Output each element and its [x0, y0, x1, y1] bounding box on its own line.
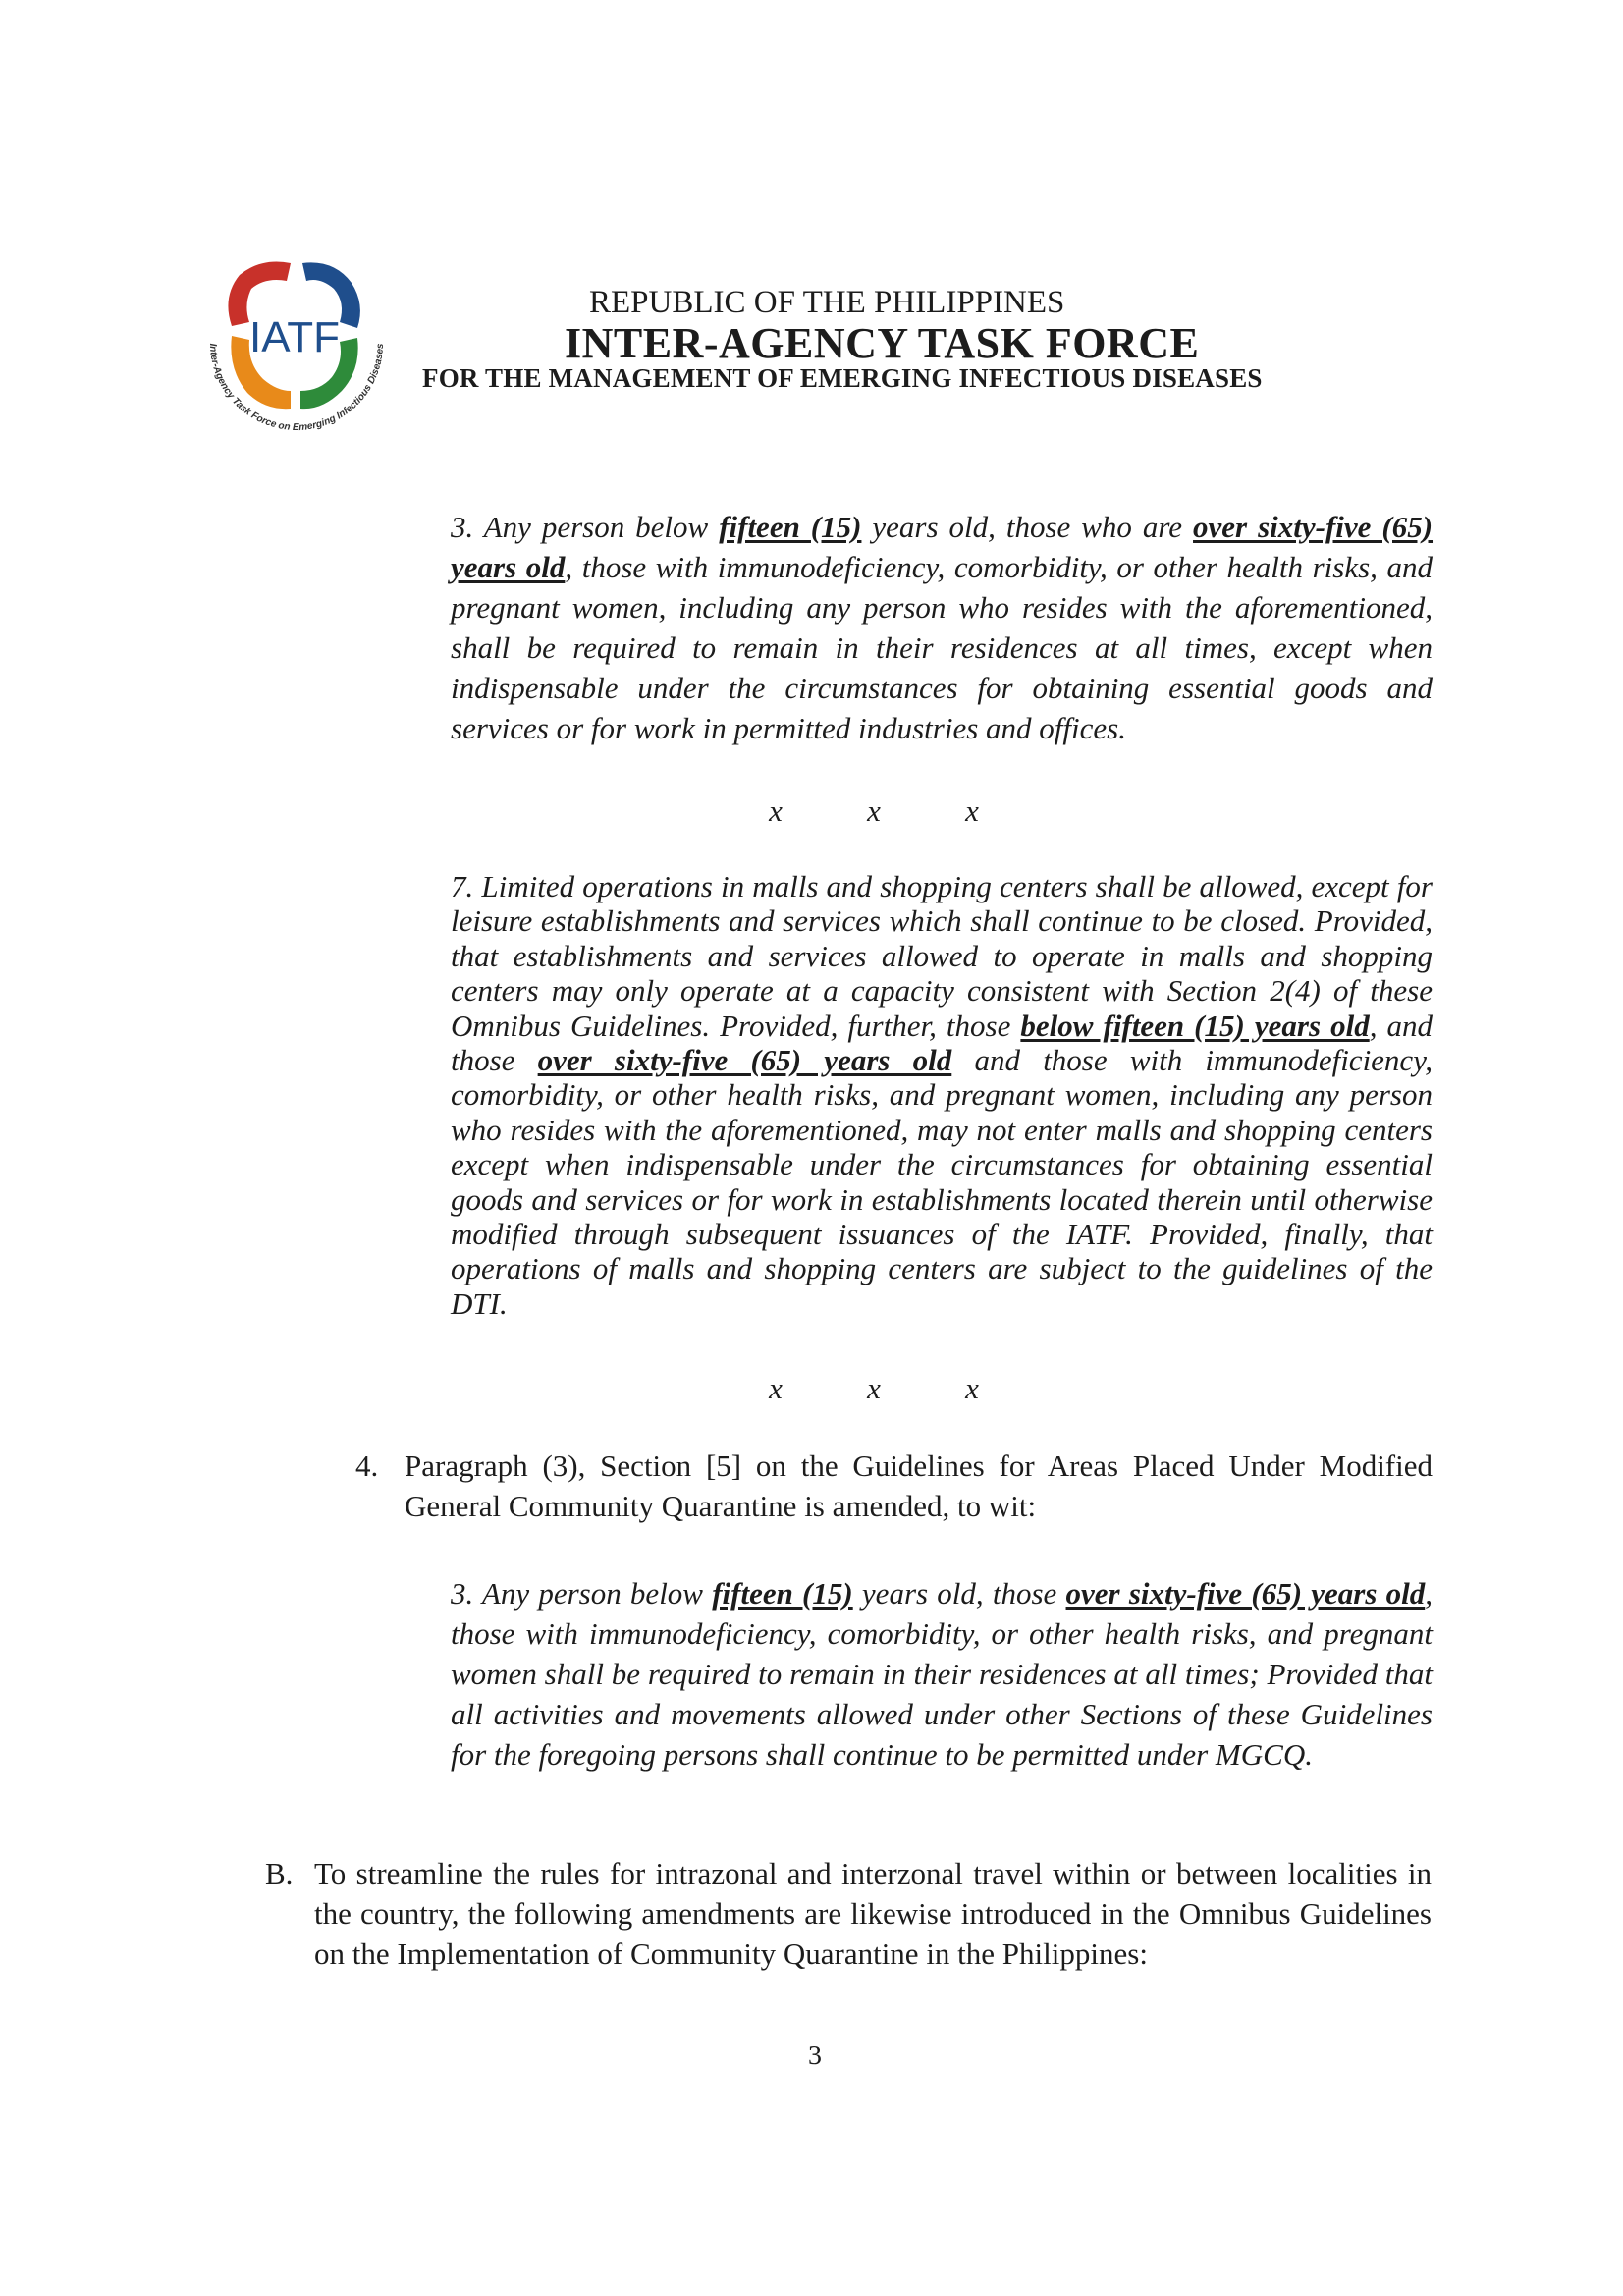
- underlined-term: over sixty-five (65) years old: [537, 1043, 952, 1078]
- underlined-term: below fifteen (15) years old: [1020, 1008, 1370, 1043]
- header-republic: REPUBLIC OF THE PHILIPPINES: [589, 285, 1065, 320]
- paragraph-text: Paragraph (3), Section [5] on the Guidelines for Areas Placed Under Modified General Community Quarantine is amended, to wit:: [405, 1449, 1433, 1523]
- page-number: 3: [808, 2041, 822, 2071]
- paragraph-letter: B.: [265, 1856, 294, 1890]
- header-agency-name: INTER-AGENCY TASK FORCE: [565, 319, 1200, 367]
- omission-separator: x x x: [769, 793, 979, 828]
- paragraph-number: 4.: [355, 1449, 379, 1483]
- header-agency-fullname: FOR THE MANAGEMENT OF EMERGING INFECTIOUS DISEASES: [422, 363, 1263, 393]
- quoted-provision-3-ecq: 3. Any person below fifteen (15) years old, those who are over sixty-five (65) years old, those with immunodeficiency, comorbidity, or other health risks, and pregnant women, including any person who resides with the aforementioned, shall be required to remain in their residences at all times, except when indispensable under the circumstances for obtaining essential goods and services or for work in permitted industries and offices.: [451, 510, 1434, 745]
- underlined-term: fifteen (15): [719, 510, 862, 544]
- logo-ring-text: Inter-Agency Task Force on Emerging Infectious Diseases: [206, 343, 387, 434]
- omission-separator: x x x: [769, 1371, 979, 1405]
- iatf-logo: [192, 253, 399, 450]
- logo-text: IATF: [248, 313, 341, 361]
- paragraph-text: To streamline the rules for intrazonal and interzonal travel within or between localities in the country, the following amendments are likewise introduced in the Omnibus Guidelines on the Implementation of Community Quarantine in the Philippines:: [314, 1856, 1432, 1971]
- quoted-provision-7-malls: 7. Limited operations in malls and shopping centers shall be allowed, except for leisure establishments and services which shall continue to be closed. Provided, that establishments and services allowed to operate in malls and shopping centers may only operate at a capacity consistent with Section 2(4) of these Omnibus Guidelines. Provided, further, those below fifteen (15) years old, and those over sixty-five (65) years old and those with immunodeficiency, comorbidity, or other health risks, and pregnant women, including any person who resides with the aforementioned, may not enter malls and shopping centers except when indispensable under the circumstances for obtaining essential goods and services or for work in establishments located therein until otherwise modified through subsequent issuances of the IATF. Provided, finally, that operations of malls and shopping centers are subject to the guidelines of the DTI.: [451, 869, 1434, 1321]
- quoted-provision-3-mgcq: 3. Any person below fifteen (15) years old, those over sixty-five (65) years old, those with immunodeficiency, comorbidity, or other health risks, and pregnant women shall be required to remain in their residences at all times; Provided that all activities and movements allowed under other Sections of these Guidelines for the foregoing persons shall continue to be permitted under MGCQ.: [451, 1576, 1433, 1772]
- underlined-term: over sixty-five (65) years old: [1065, 1576, 1426, 1611]
- underlined-term: over sixty-five (65) years old: [451, 510, 1434, 584]
- underlined-term: fifteen (15): [712, 1576, 853, 1611]
